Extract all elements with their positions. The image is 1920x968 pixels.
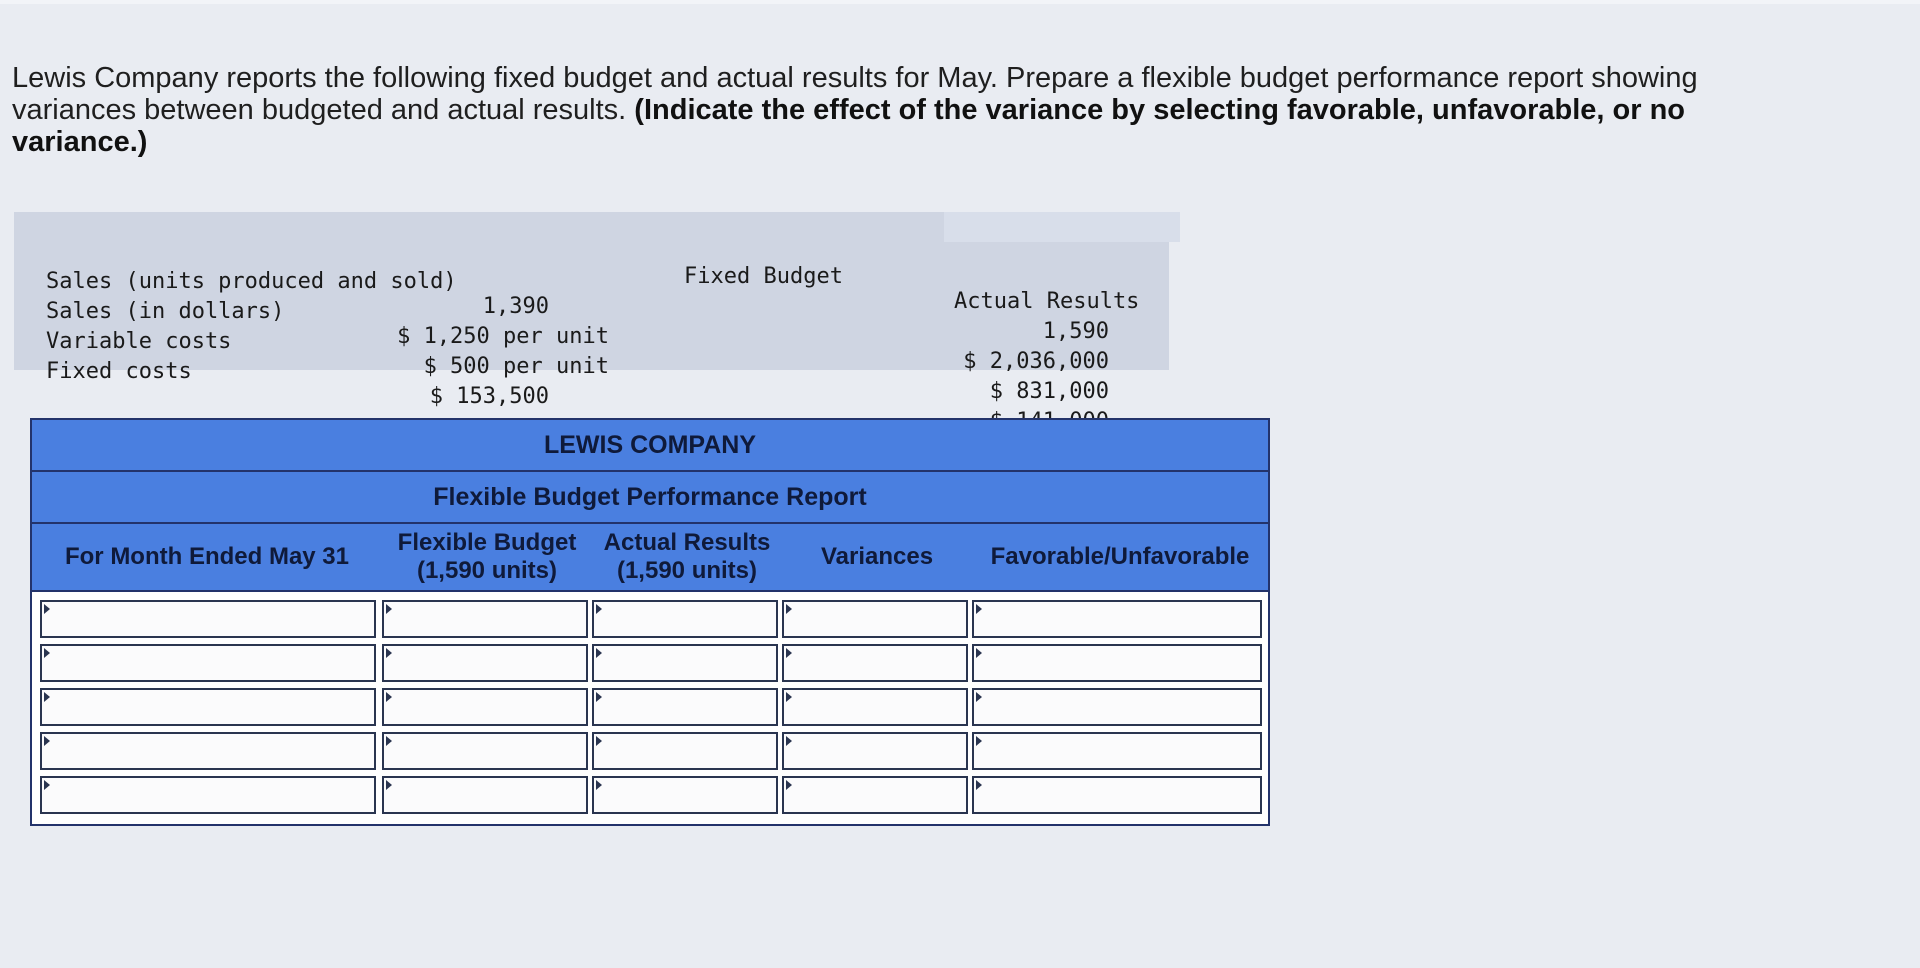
instructions-bold-text: (Indicate the effect of the variance by selecting favorable, unfavorable, or no variance.) [12,94,1686,158]
actual-results-input[interactable] [594,646,776,680]
input-marker-icon [386,780,392,790]
dropdown-marker-icon [976,736,982,746]
report-company-name: LEWIS COMPANY [32,420,1268,472]
col-header-actual-results: Actual Results (1,590 units) [603,529,771,584]
given-row-label: Fixed costs [46,359,192,384]
variance-input[interactable] [784,602,966,636]
dropdown-marker-icon [44,604,50,614]
input-marker-icon [386,736,392,746]
actual-results-input-cell [592,644,778,682]
row-label-select-cell [40,732,376,770]
variance-input-cell [782,732,968,770]
row-label-select[interactable] [42,602,374,636]
input-marker-icon [596,780,602,790]
col-header-favorable-unfavorable: Favorable/Unfavorable [990,543,1250,570]
given-row-actual: $ 2,036,000 [963,349,1109,374]
variance-input-cell [782,688,968,726]
input-marker-icon [786,736,792,746]
actual-header-bg [944,212,1180,242]
variance-input-cell [782,776,968,814]
dropdown-marker-icon [976,648,982,658]
variance-input[interactable] [784,690,966,724]
report-row [40,642,1260,684]
report-row [40,686,1260,728]
actual-results-input[interactable] [594,734,776,768]
actual-results-input[interactable] [594,602,776,636]
favorable-unfavorable-select[interactable] [974,646,1260,680]
given-row-fixed: $ 500 per unit [423,354,609,379]
favorable-unfavorable-select-cell [972,688,1262,726]
input-marker-icon [386,692,392,702]
top-strip [0,0,1920,4]
given-row-actual: $ 831,000 [989,379,1109,404]
favorable-unfavorable-select-cell [972,644,1262,682]
input-marker-icon [786,604,792,614]
actual-results-input-cell [592,688,778,726]
favorable-unfavorable-select[interactable] [974,778,1260,812]
flexible-budget-input[interactable] [384,778,586,812]
col-header-variances: Variances [820,543,934,570]
input-marker-icon [386,648,392,658]
row-label-select-cell [40,600,376,638]
fixed-budget-header: Fixed Budget [684,264,843,289]
row-label-select[interactable] [42,778,374,812]
input-marker-icon [596,736,602,746]
input-marker-icon [596,604,602,614]
col-header-flexible-budget: Flexible Budget (1,590 units) [397,529,577,584]
given-row-fixed: 1,390 [482,294,549,319]
given-row-label: Variable costs [46,329,232,354]
input-marker-icon [596,692,602,702]
report-column-headers [32,524,1268,592]
flexible-budget-input-cell [382,688,588,726]
given-row-fixed: $ 153,500 [429,384,549,409]
flexible-budget-input[interactable] [384,602,586,636]
flexible-budget-input[interactable] [384,734,586,768]
report-row [40,598,1260,640]
input-marker-icon [596,648,602,658]
actual-results-header: Actual Results [954,289,1140,314]
problem-instructions [12,62,1812,158]
input-marker-icon [386,604,392,614]
performance-report [30,418,1270,826]
variance-input[interactable] [784,646,966,680]
flexible-budget-input-cell [382,644,588,682]
row-label-select[interactable] [42,734,374,768]
input-marker-icon [786,648,792,658]
flexible-budget-input[interactable] [384,690,586,724]
given-row-label: Sales (units produced and sold) [46,269,457,294]
favorable-unfavorable-select[interactable] [974,602,1260,636]
row-label-select-cell [40,688,376,726]
favorable-unfavorable-select-cell [972,732,1262,770]
row-label-select[interactable] [42,690,374,724]
row-label-select-cell [40,644,376,682]
col-header-period: For Month Ended May 31 [64,543,349,570]
variance-input[interactable] [784,778,966,812]
input-marker-icon [786,692,792,702]
row-label-select-cell [40,776,376,814]
favorable-unfavorable-select-cell [972,600,1262,638]
dropdown-marker-icon [976,692,982,702]
flexible-budget-input[interactable] [384,646,586,680]
actual-results-input[interactable] [594,778,776,812]
given-row-fixed: $ 1,250 per unit [397,324,609,349]
row-label-select[interactable] [42,646,374,680]
dropdown-marker-icon [44,692,50,702]
flexible-budget-input-cell [382,600,588,638]
actual-results-input-cell [592,600,778,638]
flexible-budget-input-cell [382,776,588,814]
given-data-table [14,212,1169,409]
actual-results-input-cell [592,776,778,814]
variance-input[interactable] [784,734,966,768]
favorable-unfavorable-select[interactable] [974,690,1260,724]
report-row [40,774,1260,816]
given-row-actual: 1,590 [1042,319,1109,344]
input-marker-icon [786,780,792,790]
flexible-budget-input-cell [382,732,588,770]
dropdown-marker-icon [44,780,50,790]
actual-results-input-cell [592,732,778,770]
favorable-unfavorable-select[interactable] [974,734,1260,768]
actual-results-input[interactable] [594,690,776,724]
report-title: Flexible Budget Performance Report [32,472,1268,524]
dropdown-marker-icon [44,648,50,658]
dropdown-marker-icon [976,780,982,790]
instructions-text: Lewis Company reports the following fixed budget and actual results for May. Prepare a flexible budget performance report showing variances between budgeted and actual results. [12,62,1698,126]
variance-input-cell [782,600,968,638]
variance-input-cell [782,644,968,682]
dropdown-marker-icon [976,604,982,614]
report-row [40,730,1260,772]
given-row-label: Sales (in dollars) [46,299,285,324]
favorable-unfavorable-select-cell [972,776,1262,814]
dropdown-marker-icon [44,736,50,746]
